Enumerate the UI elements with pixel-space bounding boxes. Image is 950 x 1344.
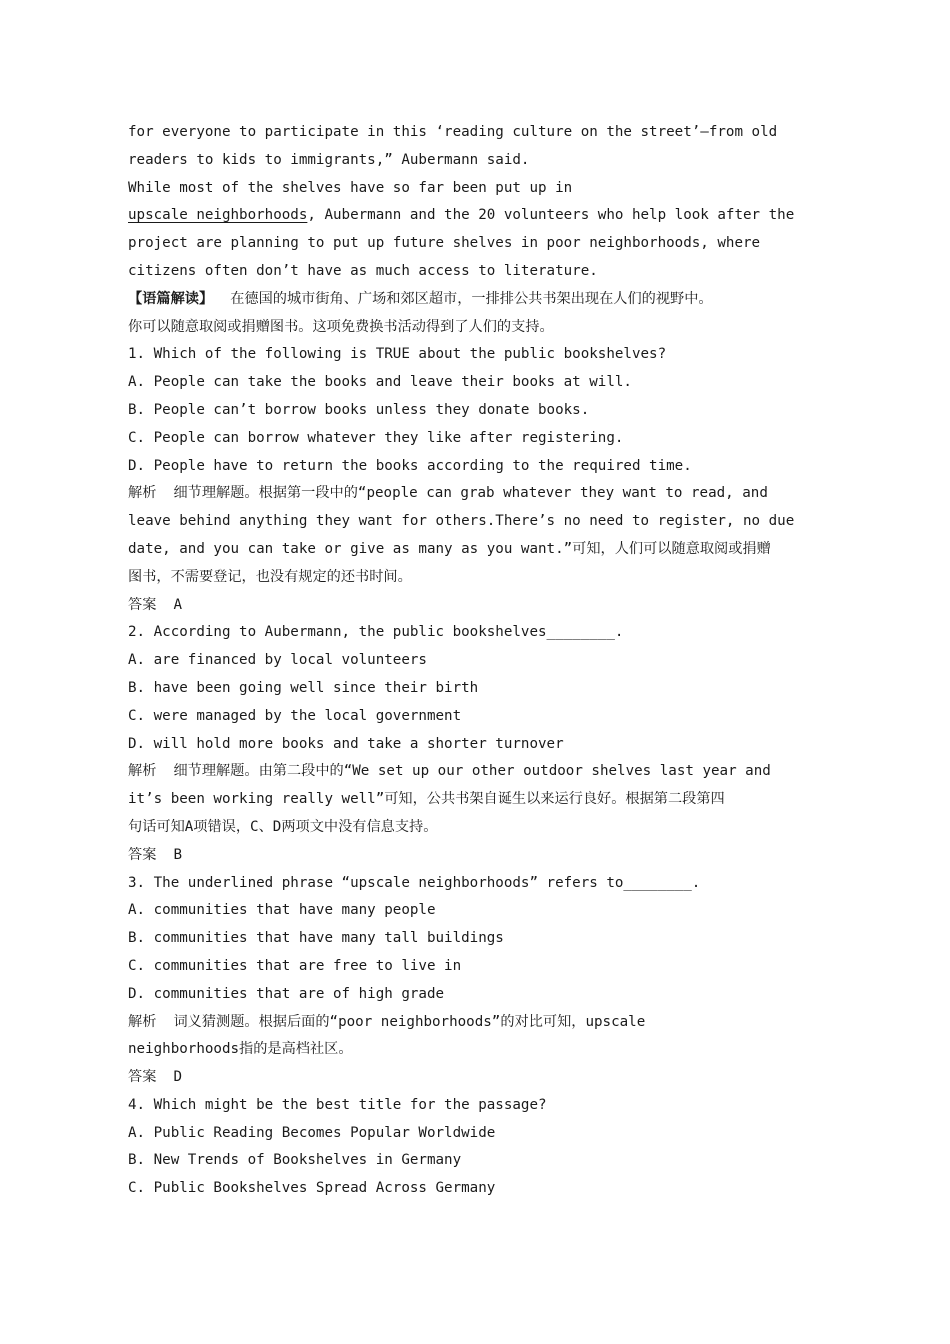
- analysis-line: date, and you can take or give as many as you want.”可知，人们可以随意取阅或捐赠: [128, 540, 771, 557]
- passage-line: readers to kids to immigrants,” Aubermann said.: [128, 151, 530, 168]
- question-option: B. have been going well since their birth: [128, 679, 479, 696]
- analysis-line: 解析 细节理解题。由第二段中的“We set up our other outdoor shelves last year and: [128, 763, 771, 780]
- reading-note-line: 你可以随意取阅或捐赠图书。这项免费换书活动得到了人们的支持。: [128, 318, 554, 335]
- analysis-line: 句话可知A项错误，C、D两项文中没有信息支持。: [128, 818, 438, 835]
- underlined-phrase: upscale neighborhoods: [128, 207, 308, 224]
- question-option: B. People can’t borrow books unless they donate books.: [128, 401, 590, 418]
- passage-text: , Aubermann and the 20 volunteers who help look after the: [307, 207, 795, 224]
- question-option: C. Public Bookshelves Spread Across Germany: [128, 1180, 496, 1197]
- question-option: A. People can take the books and leave their books at will.: [128, 374, 632, 391]
- question-stem: 3. The underlined phrase “upscale neighborhoods” refers to________.: [128, 874, 701, 891]
- answer-line: 答案 D: [128, 1069, 182, 1086]
- passage-line: citizens often don’t have as much access to literature.: [128, 262, 598, 279]
- analysis-line: 图书，不需要登记，也没有规定的还书时间。: [128, 568, 412, 585]
- analysis-line: 解析 词义猜测题。根据后面的“poor neighborhoods”的对比可知，upscale: [128, 1013, 646, 1030]
- question-stem: 1. Which of the following is TRUE about the public bookshelves?: [128, 346, 667, 363]
- answer-line: 答案 A: [128, 596, 182, 613]
- question-option: C. were managed by the local government: [128, 707, 462, 724]
- question-option: A. are financed by local volunteers: [128, 652, 427, 669]
- reading-note-label: 【语篇解读】: [128, 290, 214, 307]
- passage-line: While most of the shelves have so far been put up in: [128, 179, 573, 196]
- question-option: B. New Trends of Bookshelves in Germany: [128, 1152, 462, 1169]
- question-option: D. will hold more books and take a shorter turnover: [128, 735, 564, 752]
- question-option: A. Public Reading Becomes Popular Worldwide: [128, 1124, 496, 1141]
- reading-note-text: 在德国的城市街角、广场和郊区超市，一排排公共书架出现在人们的视野中。: [213, 290, 713, 307]
- document-page: [128, 119, 828, 1203]
- question-option: D. communities that are of high grade: [128, 985, 445, 1002]
- analysis-line: neighborhoods指的是高档社区。: [128, 1041, 353, 1058]
- passage-line: [128, 202, 828, 230]
- question-option: B. communities that have many tall buildings: [128, 930, 504, 947]
- question-option: C. People can borrow whatever they like after registering.: [128, 429, 624, 446]
- analysis-line: 解析 细节理解题。根据第一段中的“people can grab whatever they want to read, and: [128, 485, 768, 502]
- passage-line: for everyone to participate in this ‘reading culture on the street’—from old: [128, 124, 778, 140]
- question-stem: 2. According to Aubermann, the public bookshelves________.: [128, 624, 624, 641]
- question-option: D. People have to return the books according to the required time.: [128, 457, 692, 474]
- passage-line: project are planning to put up future shelves in poor neighborhoods, where: [128, 235, 761, 252]
- question-option: C. communities that are free to live in: [128, 957, 462, 974]
- question-stem: 4. Which might be the best title for the passage?: [128, 1096, 547, 1113]
- question-option: A. communities that have many people: [128, 902, 436, 919]
- analysis-line: leave behind anything they want for others.There’s no need to register, no due: [128, 513, 795, 530]
- reading-note-line: [128, 286, 828, 314]
- analysis-line: it’s been working really well”可知，公共书架自诞生以来运行良好。根据第二段第四: [128, 791, 725, 808]
- answer-line: 答案 B: [128, 846, 182, 863]
